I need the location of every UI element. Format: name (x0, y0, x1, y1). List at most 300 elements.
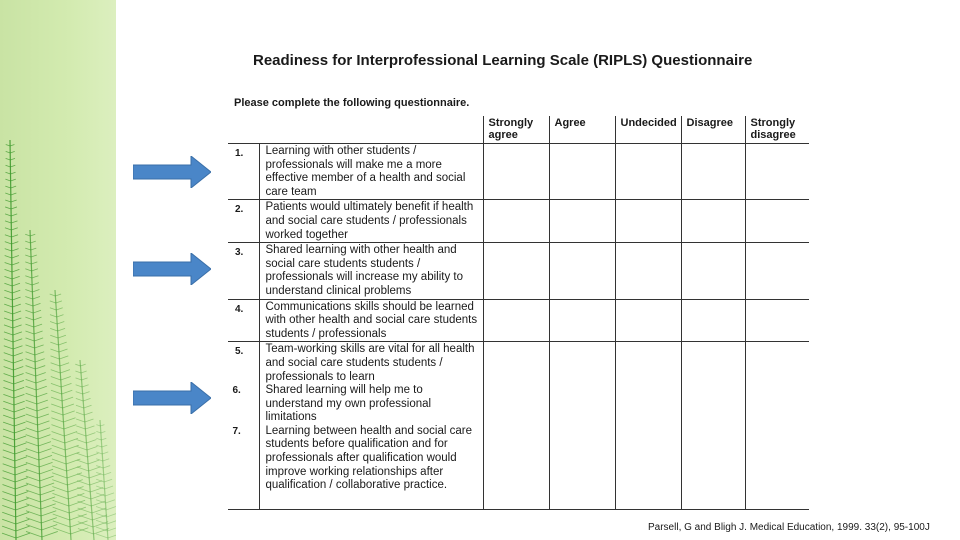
fern-stroke (56, 301, 62, 303)
fern-stroke (50, 335, 58, 338)
fern-stroke (4, 353, 13, 356)
fern-stroke (4, 290, 12, 293)
fern-stroke (60, 370, 70, 373)
fern-stroke (12, 297, 20, 300)
fern-stroke (52, 466, 67, 471)
fern-stroke (37, 400, 48, 404)
fern-stroke (52, 480, 67, 485)
fern-stroke (85, 426, 94, 429)
decorative-side-panel (0, 0, 116, 540)
header-cell-blank (259, 116, 483, 144)
fern-stroke (2, 505, 15, 510)
fern-stroke (51, 418, 63, 422)
statement-block (266, 201, 479, 242)
fern-stroke (88, 453, 99, 457)
fern-stroke (82, 378, 88, 380)
table-row (228, 200, 809, 243)
fern-stroke (77, 481, 90, 485)
response-cell[interactable] (615, 243, 681, 299)
response-cell[interactable] (615, 299, 681, 342)
fern-stroke (35, 352, 44, 355)
fern-stroke (12, 262, 19, 265)
fern-stroke (50, 294, 56, 296)
response-cell[interactable] (483, 243, 549, 299)
fern-stroke (26, 462, 39, 467)
response-cell[interactable] (615, 342, 681, 510)
table-row (228, 299, 809, 342)
fern-stroke (14, 415, 25, 419)
fern-stroke (14, 401, 25, 405)
response-cell[interactable] (681, 144, 745, 200)
fern-stroke (96, 438, 101, 440)
fern-stroke (12, 276, 20, 279)
fern-stroke (25, 248, 31, 250)
item-statement (259, 144, 483, 200)
fern-stroke (4, 339, 13, 342)
fern-stroke (76, 419, 85, 422)
fern-stroke (26, 525, 42, 530)
fern-stroke (86, 433, 96, 436)
fern-stroke (4, 276, 12, 279)
fern-stroke (104, 479, 112, 482)
fern-stroke (25, 283, 32, 285)
item-statement (232, 342, 483, 510)
fern-stroke (5, 207, 11, 209)
fern-stroke (5, 228, 11, 230)
response-cell[interactable] (745, 299, 809, 342)
fern-stroke (26, 531, 42, 537)
fern-stroke (3, 443, 15, 447)
fern-stroke (3, 464, 15, 468)
fern-stroke (34, 338, 43, 341)
fern-stroke (26, 393, 37, 397)
fern-stroke (26, 442, 39, 446)
item-number: 7. (232, 425, 241, 437)
fern-stroke (55, 294, 61, 296)
fern-stroke (37, 414, 49, 418)
fern-stroke (77, 501, 91, 506)
fern-stroke (10, 140, 16, 540)
fern-stroke (13, 367, 23, 370)
fern-stroke (84, 405, 92, 408)
fern-stroke (84, 412, 92, 415)
fern-stroke (26, 511, 41, 516)
fern-stroke (53, 521, 70, 527)
fern-stroke (16, 526, 30, 531)
item-number: 6. (232, 385, 241, 397)
fern-stroke (15, 471, 27, 475)
fern-stroke (26, 359, 36, 362)
fern-stroke (3, 408, 14, 412)
fern-stroke (3, 422, 14, 426)
fern-stroke (3, 429, 14, 433)
fern-stroke (76, 398, 83, 401)
response-cell[interactable] (745, 342, 809, 510)
response-cell[interactable] (483, 299, 549, 342)
fern-stroke (67, 466, 82, 471)
fern-stroke (32, 276, 39, 278)
fern-stroke (56, 308, 62, 310)
fern-stroke (31, 248, 37, 250)
fern-stroke (101, 431, 106, 433)
fern-stroke (15, 457, 27, 461)
fern-stroke (52, 473, 67, 478)
fern-stroke (5, 172, 10, 174)
fern-stroke (65, 438, 78, 443)
fern-stroke (25, 269, 31, 271)
fern-stroke (51, 363, 60, 366)
fern-stroke (35, 345, 44, 348)
response-cell[interactable] (745, 243, 809, 299)
fern-stroke (25, 241, 30, 243)
fern-stroke (105, 493, 114, 496)
fern-stroke (10, 151, 15, 153)
fern-stroke (2, 533, 16, 538)
arrow-icon (133, 253, 211, 285)
fern-stroke (11, 179, 16, 181)
fern-stroke (15, 436, 27, 440)
statement-text: Shared learning will help me to understand my own professional limitations (265, 384, 432, 424)
fern-stroke (25, 276, 32, 278)
fern-stroke (15, 450, 27, 454)
fern-stroke (76, 426, 85, 429)
fern-stroke (11, 228, 17, 230)
fern-stroke (25, 303, 33, 306)
fern-stroke (51, 397, 62, 401)
fern-stroke (12, 290, 20, 293)
fern-stroke (107, 520, 116, 524)
fern-stroke (26, 372, 36, 376)
fern-stroke (38, 435, 50, 439)
fern-stroke (26, 379, 36, 383)
fern-stroke (4, 360, 14, 363)
fern-stroke (15, 443, 27, 447)
response-cell[interactable] (681, 342, 745, 510)
fern-stroke (39, 455, 52, 460)
response-cell[interactable] (681, 200, 745, 243)
fern-stroke (61, 377, 71, 380)
fern-stroke (78, 515, 93, 520)
fern-stroke (63, 418, 75, 422)
response-cell[interactable] (549, 342, 615, 510)
response-cell[interactable] (483, 144, 549, 200)
fern-stroke (39, 449, 52, 453)
fern-stroke (41, 504, 56, 509)
fern-stroke (108, 534, 116, 538)
fern-stroke (14, 408, 25, 412)
fern-stroke (6, 158, 11, 160)
fern-stroke (25, 324, 33, 327)
fern-stroke (13, 311, 21, 314)
fern-stroke (76, 378, 82, 380)
fern-stroke (51, 425, 63, 429)
fern-stroke (25, 331, 34, 334)
fern-stroke (34, 324, 42, 327)
fern-stroke (67, 480, 82, 485)
statement-block (232, 424, 479, 493)
fern-stroke (57, 322, 64, 324)
fern-stroke (12, 269, 19, 272)
fern-stroke (89, 474, 101, 478)
fern-stroke (38, 442, 51, 446)
fern-stroke (5, 235, 12, 237)
fern-stroke (25, 338, 34, 341)
fern-stroke (5, 200, 11, 202)
fern-stroke (101, 438, 106, 440)
fern-stroke (53, 507, 70, 513)
fern-stroke (3, 401, 14, 405)
fern-stroke (26, 400, 37, 404)
fern-stroke (12, 249, 19, 251)
response-cell[interactable] (615, 200, 681, 243)
fern-stroke (16, 519, 30, 524)
fern-stroke (12, 256, 19, 258)
fern-stroke (26, 428, 38, 432)
fern-stroke (16, 505, 29, 510)
response-cell[interactable] (745, 200, 809, 243)
fern-stroke (5, 179, 10, 181)
fern-stroke (13, 318, 22, 321)
fern-stroke (37, 407, 48, 411)
fern-stroke (31, 241, 36, 243)
fern-stroke (52, 438, 65, 443)
response-cell[interactable] (549, 200, 615, 243)
fern-stroke (5, 214, 11, 216)
fern-stroke (13, 339, 22, 342)
fern-stroke (52, 432, 65, 436)
fern-stroke (38, 421, 50, 425)
fern-stroke (3, 450, 15, 454)
fern-stroke (25, 255, 31, 257)
fern-stroke (3, 387, 13, 391)
fern-stroke (62, 397, 73, 401)
fern-stroke (26, 455, 39, 460)
fern-stroke (50, 301, 56, 303)
response-cell[interactable] (745, 144, 809, 200)
fern-stroke (38, 428, 50, 432)
fern-stroke (31, 262, 37, 264)
questionnaire-table (228, 116, 809, 510)
fern-stroke (50, 342, 58, 345)
fern-stroke (102, 452, 108, 454)
item-number: 1. (228, 144, 259, 200)
fern-stroke (40, 490, 54, 495)
fern-stroke (86, 440, 96, 443)
fern-stroke (50, 322, 57, 324)
fern-stroke (51, 370, 61, 373)
fern-stroke (26, 497, 41, 502)
fern-stroke (36, 386, 47, 390)
response-cell[interactable] (549, 243, 615, 299)
fern-stroke (90, 481, 103, 485)
fern-stroke (14, 373, 24, 377)
fern-stroke (25, 310, 33, 313)
header-cell-blank (228, 116, 259, 144)
fern-stroke (2, 512, 15, 517)
fern-stroke (36, 372, 46, 376)
response-cell[interactable] (483, 200, 549, 243)
fern-stroke (42, 525, 58, 530)
fern-stroke (76, 405, 84, 408)
fern-stroke (3, 457, 15, 461)
table-row (228, 342, 809, 510)
fern-stroke (26, 449, 39, 453)
statement-text: Team-working skills are vital for all health and social care students students / professionals to learn (265, 343, 475, 383)
fern-stroke (16, 533, 30, 538)
fern-stroke (60, 363, 69, 366)
fern-stroke (83, 398, 90, 401)
fern-stroke (78, 529, 94, 534)
fern-stroke (15, 498, 28, 503)
fern-stroke (25, 290, 32, 292)
fern-stroke (81, 371, 87, 373)
fern-stroke (2, 526, 16, 531)
fern-stroke (103, 466, 110, 468)
fern-stroke (32, 283, 39, 285)
fern-stroke (51, 404, 62, 408)
item-statement (259, 200, 483, 243)
fern-stroke (51, 390, 62, 394)
fern-stroke (64, 432, 77, 436)
fern-stroke (26, 386, 37, 390)
response-cell[interactable] (681, 243, 745, 299)
fern-stroke (89, 467, 101, 471)
fern-stroke (11, 200, 17, 202)
fern-stroke (4, 283, 12, 286)
fern-stroke (100, 425, 104, 426)
fern-stroke (14, 387, 24, 391)
fern-stroke (14, 422, 25, 426)
response-cell[interactable] (549, 299, 615, 342)
response-cell[interactable] (615, 144, 681, 200)
fern-stroke (63, 404, 74, 408)
table-header-row (228, 116, 809, 144)
fern-stroke (25, 296, 32, 299)
fern-stroke (50, 308, 56, 310)
fern-stroke (26, 414, 38, 418)
item-statement (259, 299, 483, 342)
fern-stroke (11, 221, 17, 223)
fern-stroke (5, 249, 12, 251)
fern-stroke (11, 186, 16, 188)
fern-stroke (76, 433, 86, 436)
fern-stroke (50, 315, 57, 317)
fern-stroke (13, 346, 22, 349)
fern-stroke (5, 256, 12, 258)
response-cell[interactable] (681, 299, 745, 342)
statement-text: Learning between health and social care students before qualification and for professionals after qualification would improve working relationships after qualification / collaborative practice. (265, 424, 473, 492)
fern-stroke (4, 297, 12, 300)
fern-stroke (52, 452, 66, 457)
item-number: 4. (228, 299, 259, 342)
fern-stroke (3, 436, 15, 440)
fern-stroke (10, 165, 15, 167)
item-number: 2. (228, 200, 259, 243)
fern-pattern-decoration (0, 0, 116, 540)
fern-stroke (66, 452, 80, 457)
fern-stroke (11, 207, 17, 209)
fern-stroke (13, 304, 21, 307)
fern-stroke (5, 262, 12, 265)
fern-stroke (41, 511, 56, 516)
column-header-strongly-agree: Strongly agree (483, 116, 549, 144)
statement-text: Patients would ultimately benefit if health and social care students / professionals worked together (265, 201, 474, 241)
item-number: 3. (228, 243, 259, 299)
fern-stroke (14, 429, 25, 433)
fern-stroke (4, 304, 12, 307)
fern-stroke (106, 507, 116, 510)
fern-stroke (11, 235, 18, 237)
fern-stroke (39, 469, 53, 474)
fern-stroke (13, 360, 23, 363)
fern-stroke (25, 317, 33, 320)
response-cell[interactable] (483, 342, 549, 510)
fern-stroke (77, 474, 89, 478)
fern-stroke (59, 356, 68, 359)
fern-stroke (58, 335, 66, 338)
fern-stroke (62, 390, 73, 394)
fern-stroke (51, 356, 60, 359)
fern-stroke (77, 487, 90, 492)
fern-stroke (42, 531, 58, 537)
statement-block (232, 384, 479, 425)
fern-stroke (104, 472, 111, 475)
fern-stroke (3, 415, 14, 419)
fern-stroke (36, 379, 46, 383)
fern-stroke (52, 487, 68, 492)
fern-stroke (11, 193, 17, 195)
fern-stroke (26, 435, 38, 439)
fern-stroke (51, 383, 61, 387)
fern-stroke (68, 487, 84, 492)
fern-stroke (13, 325, 22, 328)
fern-stroke (51, 411, 63, 415)
fern-stroke (6, 144, 10, 146)
fern-stroke (4, 325, 13, 328)
fern-stroke (33, 296, 40, 299)
fern-stroke (6, 151, 11, 153)
fern-stroke (103, 459, 109, 461)
fern-stroke (80, 364, 85, 366)
fern-stroke (40, 483, 54, 488)
fern-stroke (3, 471, 15, 475)
fern-stroke (87, 446, 97, 450)
fern-stroke (96, 534, 108, 538)
fern-stroke (26, 352, 35, 355)
fern-stroke (26, 483, 40, 488)
fern-stroke (41, 518, 56, 523)
item-number: 5. (228, 342, 259, 510)
statement-text: Shared learning with other health and social care students students / professionals will increase my ability to understand clinical problems (265, 244, 463, 297)
fern-stroke (85, 419, 94, 422)
statement-block (266, 244, 479, 298)
questionnaire-title: Readiness for Interprofessional Learning Scale (RIPLS) Questionnaire (253, 52, 753, 69)
fern-stroke (78, 508, 92, 513)
fern-stroke (59, 342, 67, 345)
fern-stroke (26, 476, 40, 481)
fern-stroke (76, 412, 84, 415)
fern-stroke (33, 303, 41, 306)
fern-stroke (76, 385, 82, 387)
fern-stroke (26, 504, 41, 509)
fern-stroke (53, 514, 70, 520)
fern-stroke (96, 513, 106, 517)
fern-stroke (30, 234, 35, 236)
fern-stroke (26, 490, 40, 495)
fern-stroke (92, 508, 106, 513)
response-cell[interactable] (549, 144, 615, 200)
fern-stroke (4, 367, 14, 370)
